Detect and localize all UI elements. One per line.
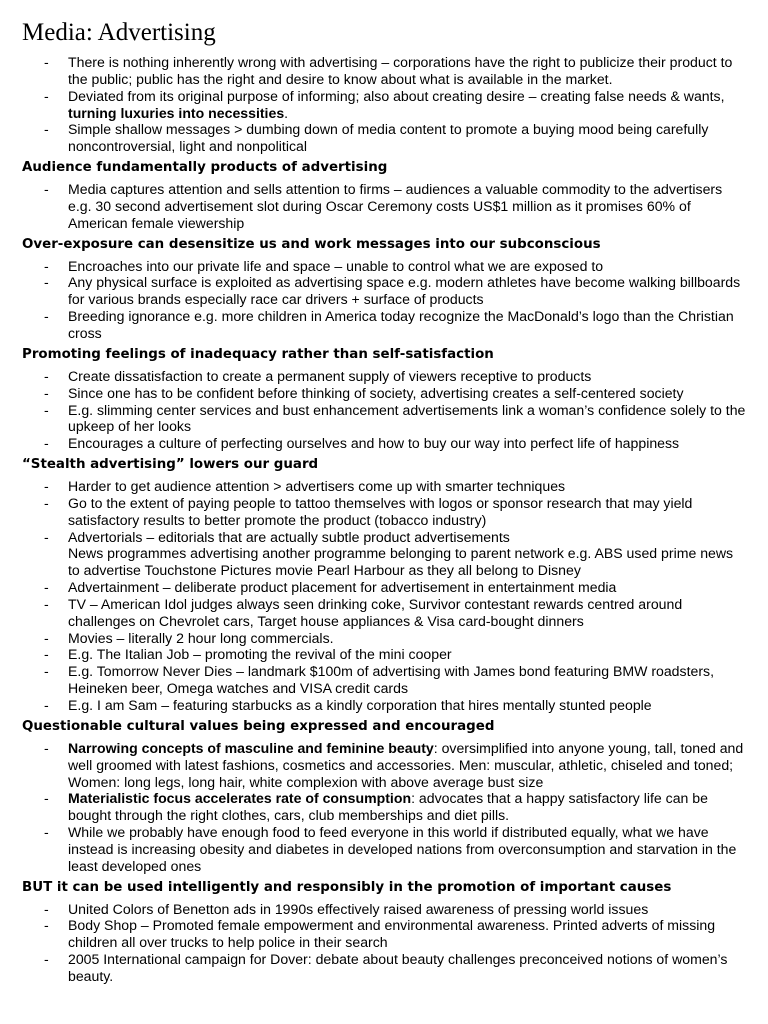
bullet-dash: -: [44, 824, 49, 841]
section-heading: “Stealth advertising” lowers our guard: [22, 457, 319, 473]
section-list: [22, 478, 748, 714]
bullet-text: Since one has to be confident before thinking of society, advertising creates a self-centered society: [68, 384, 684, 401]
bullet-item: [22, 917, 748, 951]
bullet-text: There is nothing inherently wrong with advertising – corporations have the right to publicize their product to the public; public has the right and desire to know about what is available in the market.: [68, 54, 733, 87]
bullet-dash: -: [44, 900, 49, 917]
bullet-item: [22, 385, 748, 402]
bullet-dash: -: [44, 401, 49, 418]
page-title: Media: Advertising: [22, 19, 216, 46]
section-heading: BUT it can be used intelligently and responsibly in the promotion of important causes: [22, 879, 672, 895]
bullet-item: [22, 258, 748, 275]
bullet-dash: -: [44, 181, 49, 198]
bullet-item: [22, 368, 748, 385]
bullet-dash: -: [44, 367, 49, 384]
bullet-text: E.g. I am Sam – featuring starbucks as a kindly corporation that hires mentally stunted people: [68, 697, 652, 713]
section-list: [22, 258, 748, 342]
bullet-text: Encroaches into our private life and space – unable to control what we are exposed to: [68, 257, 604, 274]
bullet-item: [22, 579, 748, 596]
bullet-item: [22, 790, 748, 824]
bullet-text-after: : oversimplified into anyone young, tall, toned and well groomed with latest fashions, cosmetics and accessories. Men: muscular, athletic, chiseled and toned; Women: long legs, long hair, white complexion with above average bust size: [68, 739, 744, 790]
bullet-item: [22, 54, 748, 88]
bullet-item: [22, 630, 748, 647]
bullet-text: Breeding ignorance e.g. more children in America today recognize the MacDonald’s logo than the Christian cross: [68, 308, 734, 341]
bullet-item: [22, 181, 748, 232]
bullet-item: [22, 824, 748, 875]
bullet-item: [22, 121, 748, 155]
bullet-dash: -: [44, 739, 49, 756]
bullet-text: While we probably have enough food to feed everyone in this world if distributed equally, what we have instead is increasing obesity and diabetes in developed nations from overconsumption and starvation in the least developed ones: [68, 824, 737, 874]
bullet-item: [22, 951, 748, 985]
bullet-item: [22, 529, 748, 580]
bullet-text: TV – American Idol judges always seen drinking coke, Survivor contestant rewards centred around challenges on Chevrolet cars, Target house appliances & Visa card-bought dinners: [68, 595, 683, 629]
bullet-text: Go to the extent of paying people to tattoo themselves with logos or sponsor research that may yield satisfactory results to better promote the product (tobacco industry): [68, 494, 693, 528]
bullet-item: [22, 663, 748, 697]
section: [22, 236, 748, 342]
bullet-dash: -: [44, 790, 49, 807]
bullet-text: E.g. The Italian Job – promoting the revival of the mini cooper: [68, 646, 452, 663]
bullet-dash: -: [44, 951, 49, 968]
bullet-dash: -: [44, 87, 49, 104]
bullet-text: Movies – literally 2 hour long commercials.: [68, 629, 334, 646]
intro-list: [22, 54, 748, 155]
bullet-text: Simple shallow messages > dumbing down of media content to promote a buying mood being carefully noncontroversial, light and nonpolitical: [68, 121, 709, 155]
bullet-dash: -: [44, 478, 49, 495]
bullet-dash: -: [44, 697, 49, 713]
bullet-item: [22, 697, 748, 714]
sections-container: [22, 159, 748, 985]
bullet-item: [22, 495, 748, 529]
section-heading: Audience fundamentally products of advertising: [22, 160, 388, 176]
bullet-text: E.g. slimming center services and bust enhancement advertisements link a woman’s confidence solely to the upkeep of her looks: [68, 401, 746, 435]
bullet-item: [22, 596, 748, 630]
bullet-item: [22, 88, 748, 122]
section: [22, 456, 748, 714]
bullet-text: Advertainment – deliberate product placement for advertisement in entertainment media: [68, 579, 617, 596]
bullet-dash: -: [44, 595, 49, 612]
bullet-dash: -: [44, 384, 49, 401]
bullet-text: United Colors of Benetton ads in 1990s effectively raised awareness of pressing world issues: [68, 900, 649, 917]
bullet-text: Create dissatisfaction to create a permanent supply of viewers receptive to products: [68, 367, 592, 384]
bullet-dash: -: [44, 54, 49, 70]
bullet-dash: -: [44, 121, 49, 138]
bullet-bold-text: turning luxuries into necessities: [68, 104, 285, 121]
bullet-bold-text: Materialistic focus accelerates rate of consumption: [68, 790, 412, 807]
bullet-dash: -: [44, 494, 49, 511]
bullet-text: 2005 International campaign for Dover: debate about beauty challenges preconceived notions of women’s beauty.: [68, 951, 728, 984]
bullet-text: Deviated from its original purpose of informing; also about creating desire – creating false needs & wants,: [68, 87, 725, 104]
bullet-item: [22, 402, 748, 436]
bullet-item: [22, 901, 748, 918]
bullet-item: [22, 478, 748, 495]
bullet-text-line2: News programmes advertising another programme belonging to parent network e.g. ABS used prime news to advertise Touchstone Pictures movie Pearl Harbour as they all belong to Disney: [68, 545, 734, 579]
bullet-text: Any physical surface is exploited as advertising space e.g. modern athletes have become walking billboards for various brands especially race car drivers + surface of products: [68, 274, 741, 308]
bullet-item: [22, 646, 748, 663]
bullet-dash: -: [44, 646, 49, 663]
bullet-dash: -: [44, 257, 49, 274]
section-list: [22, 181, 748, 232]
bullet-item: [22, 274, 748, 308]
section-heading: Questionable cultural values being expressed and encouraged: [22, 718, 495, 734]
bullet-text-after: .: [284, 104, 289, 121]
section-heading: Over-exposure can desensitize us and work messages into our subconscious: [22, 236, 601, 252]
section-list: [22, 740, 748, 875]
bullet-dash: -: [44, 917, 49, 934]
bullet-text: Media captures attention and sells attention to firms – audiences a valuable commodity to the advertisers e.g. 30 second advertisement slot during Oscar Ceremony costs US$1 million as it promises 60% of American female viewership: [68, 181, 723, 231]
section-heading: Promoting feelings of inadequacy rather than self-satisfaction: [22, 346, 494, 362]
bullet-text: Advertorials – editorials that are actually subtle product advertisements: [68, 528, 510, 545]
bullet-dash: -: [44, 274, 49, 291]
bullet-dash: -: [44, 308, 49, 325]
section: [22, 879, 748, 985]
bullet-text: Body Shop – Promoted female empowerment and environmental awareness. Printed adverts of missing children all over trucks to help police in their search: [68, 917, 716, 951]
bullet-dash: -: [44, 629, 49, 646]
bullet-dash: -: [44, 663, 49, 680]
bullet-item: [22, 308, 748, 342]
bullet-dash: -: [44, 579, 49, 596]
section: [22, 718, 748, 875]
bullet-item: [22, 435, 748, 452]
bullet-dash: -: [44, 435, 49, 452]
bullet-bold-text: Narrowing concepts of masculine and feminine beauty: [68, 739, 434, 756]
bullet-text: Harder to get audience attention > advertisers come up with smarter techniques: [68, 478, 566, 495]
bullet-text-after: : advocates that a happy satisfactory life can be bought through the right clothes, cars, club memberships and diet pills.: [68, 790, 708, 824]
section: [22, 346, 748, 452]
bullet-text: E.g. Tomorrow Never Dies – landmark $100m of advertising with James bond featuring BMW roadsters, Heineken beer, Omega watches and VISA credit cards: [68, 663, 714, 697]
bullet-item: [22, 740, 748, 791]
bullet-text: Encourages a culture of perfecting ourselves and how to buy our way into perfect life of happiness: [68, 435, 680, 452]
section: [22, 159, 748, 232]
section-list: [22, 368, 748, 452]
bullet-dash: -: [44, 528, 49, 545]
section-list: [22, 901, 748, 985]
